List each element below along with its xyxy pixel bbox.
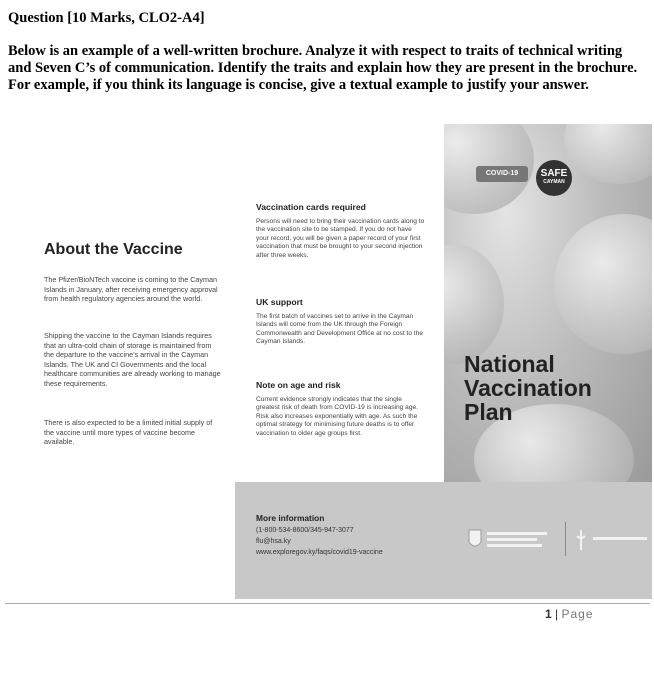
brochure-middle-panel [235,124,444,482]
section-heading-uk-support: UK support [256,297,303,307]
cover-title-line-2: Vaccination [464,375,592,401]
about-paragraph-3: There is also expected to be a limited initial supply of the vaccine until more types of vaccine become available. [44,418,213,447]
logo-divider [565,522,566,556]
about-paragraph-2: Shipping the vaccine to the Cayman Islands requires that an ultra-cold chain of storage is maintained from the departure to the vaccine’s arrival in the Cayman Islands. The UK and CI Governments and the local healthcare communities are already working to manage these requirements. [44,331,221,388]
question-title: Question [10 Marks, CLO2-A4] [8,10,205,26]
virus-illustration [564,124,652,184]
section-heading-vaccination-cards: Vaccination cards required [256,202,366,212]
virus-illustration [444,244,504,364]
brochure-contact-panel [235,482,652,599]
cover-title-line-3: Plan [464,399,513,425]
public-health-logo [575,526,651,554]
more-info-heading: More information [256,513,325,523]
page-label: Page [561,607,594,621]
page-number: 1 | Page [545,607,594,621]
contact-website: www.exploregov.ky/faqs/covid19-vaccine [256,549,383,556]
covid-19-badge: COVID-19 [476,166,528,182]
about-paragraph-1: The Pfizer/BioNTech vaccine is coming to the Cayman Islands in January, after receiving emergency approval from health regulatory agencies around the world. [44,275,218,304]
section-text-vaccination-cards: Persons will need to bring their vaccination cards along to the vaccination site to be stamped. If you do not have your record, you will be given a paper record of your first vaccination that must be brought to your second injection after three weeks. [256,218,425,259]
contact-email: flu@hsa.ky [256,538,291,545]
cover-title-line-1: National [464,351,555,377]
footer-divider [5,603,650,604]
contact-phone: (1-800-534-8600/345-947-3077 [256,527,354,534]
section-heading-age-risk: Note on age and risk [256,380,341,390]
safe-cayman-logo [536,160,572,196]
brochure-left-panel [32,124,232,599]
page-number-value: 1 [545,607,552,621]
virus-illustration [554,214,652,354]
section-text-age-risk: Current evidence strongly indicates that the single greatest risk of death from COVID-19 is increasing age. Risk also increases exponentially with age. As such the optimal strategy for minimising future deaths is to offer vaccination to older age groups first. [256,396,418,437]
brochure-cover-panel [444,124,652,482]
about-heading: About the Vaccine [44,241,183,258]
brochure-image [32,124,652,599]
government-crest-logo [465,526,560,554]
safe-logo-subtext: CAYMAN [543,179,565,185]
cover-title [464,352,592,424]
question-body: Below is an example of a well-written brochure. Analyze it with respect to traits of technical writing and Seven C’s of communication. Identify the traits and explain how they are present in the brochure. For example, if you think its language is concise, give a textual example to justify your answer. [8,43,638,93]
section-text-uk-support: The first batch of vaccines set to arrive in the Cayman Islands will come from the UK through the Foreign Commonwealth and Development Office at no cost to the Cayman Islands. [256,313,424,346]
safe-logo-text: SAFE [540,168,568,179]
